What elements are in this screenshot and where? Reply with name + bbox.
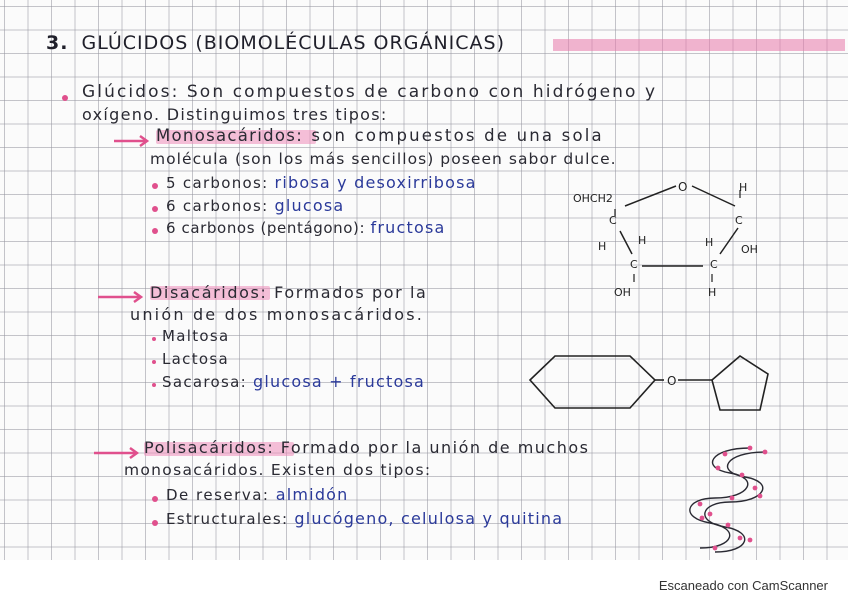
mono-item-bullet xyxy=(152,206,158,212)
intro-line-2: oxígeno. Distinguimos tres tipos: xyxy=(82,105,388,124)
chem-h-left: H xyxy=(598,240,607,253)
mono-item-1-label: 5 carbonos xyxy=(166,174,263,192)
di-item-bullet xyxy=(152,337,156,341)
di-item-bullet xyxy=(152,360,156,364)
chem-c1: C xyxy=(609,214,617,227)
mono-item-2-value: glucosa xyxy=(274,196,345,215)
poli-item-1-value: almidón xyxy=(275,485,349,504)
disaccharide-oxygen: O xyxy=(667,374,677,388)
mono-item-3 xyxy=(166,220,446,236)
mono-title: Monosacáridos xyxy=(156,126,297,145)
intro-line-1: Glúcidos: Son compuestos de carbono con hidrógeno y xyxy=(82,82,658,102)
mono-item-1 xyxy=(166,175,477,191)
poli-item-2-sep: : xyxy=(281,510,295,528)
di-line-2: unión de dos monosacáridos. xyxy=(130,305,425,324)
mono-item-bullet xyxy=(152,183,158,189)
chem-c4: C xyxy=(710,258,718,271)
mono-line-1-rest: : son compuestos de una sola xyxy=(296,126,604,145)
di-item-bullet xyxy=(152,383,156,387)
section-heading xyxy=(46,34,505,53)
poli-item-2-label: Estructurales xyxy=(166,510,282,528)
mono-item-1-value: ribosa y desoxirribosa xyxy=(274,173,477,192)
poli-arrow-icon xyxy=(92,446,142,460)
poli-line-2: monosacáridos. Existen dos tipos: xyxy=(124,461,432,479)
chem-h-right: H xyxy=(705,236,714,249)
chem-oh-right: OH xyxy=(741,243,758,256)
poli-item-1-label: De reserva xyxy=(166,486,263,504)
mono-arrow-icon xyxy=(112,134,152,148)
mono-line-1 xyxy=(156,128,604,145)
mono-item-3-label: 6 carbonos (pentágono) xyxy=(166,219,360,237)
scanner-watermark: Escaneado con CamScanner xyxy=(658,578,828,593)
chem-c3: C xyxy=(630,258,638,271)
di-line-1 xyxy=(150,285,427,301)
section-number: 3. xyxy=(46,32,69,54)
mono-item-3-value: fructosa xyxy=(370,218,446,237)
chem-top-right-h: H xyxy=(739,181,748,194)
chem-oh-bottom: OH xyxy=(614,286,631,299)
chem-h-bottom: H xyxy=(708,286,717,299)
section-title: GLÚCIDOS (BIOMOLÉCULAS ORGÁNICAS) xyxy=(81,32,505,54)
di-item-1: Maltosa xyxy=(162,327,230,345)
mono-item-2-label: 6 carbonos xyxy=(166,197,263,215)
poli-item-2-value: glucógeno, celulosa y quitina xyxy=(294,509,564,528)
poli-item-bullet xyxy=(152,496,158,502)
di-title: Disacáridos xyxy=(150,283,261,302)
heading-highlight xyxy=(553,39,845,51)
di-line-1-rest: : Formados por la xyxy=(260,283,428,302)
di-item-3-label: Sacarosa xyxy=(162,373,241,391)
poli-item-1 xyxy=(166,487,349,503)
poli-line-1 xyxy=(144,440,590,456)
mono-line-2: molécula (son los más sencillos) poseen sabor dulce. xyxy=(150,150,617,168)
chem-ring-oxygen: O xyxy=(678,180,688,194)
di-item-3 xyxy=(162,374,425,390)
chem-ch2oh: OHCH2 xyxy=(573,192,613,205)
poli-line-1-rest: : Formado por la unión de muchos xyxy=(267,438,590,457)
intro-bullet xyxy=(62,95,68,101)
poli-item-bullet xyxy=(152,520,158,526)
mono-item-2-sep: : xyxy=(262,197,275,215)
polysaccharide-helix-drawing xyxy=(670,438,780,558)
di-item-3-sep: : xyxy=(240,373,253,391)
mono-item-2 xyxy=(166,198,344,214)
poli-title: Polisacáridos xyxy=(144,438,268,457)
mono-item-1-sep: : xyxy=(262,174,275,192)
di-item-2: Lactosa xyxy=(162,350,229,368)
chem-c2: C xyxy=(735,214,743,227)
di-arrow-icon xyxy=(96,290,146,304)
poli-item-1-sep: : xyxy=(262,486,276,504)
mono-item-bullet xyxy=(152,228,158,234)
mono-item-3-sep: : xyxy=(359,219,371,237)
di-item-3-value: glucosa + fructosa xyxy=(253,372,425,391)
chem-h-left-2: H xyxy=(638,234,647,247)
poli-item-2 xyxy=(166,511,563,527)
disaccharide-drawing xyxy=(520,342,780,422)
